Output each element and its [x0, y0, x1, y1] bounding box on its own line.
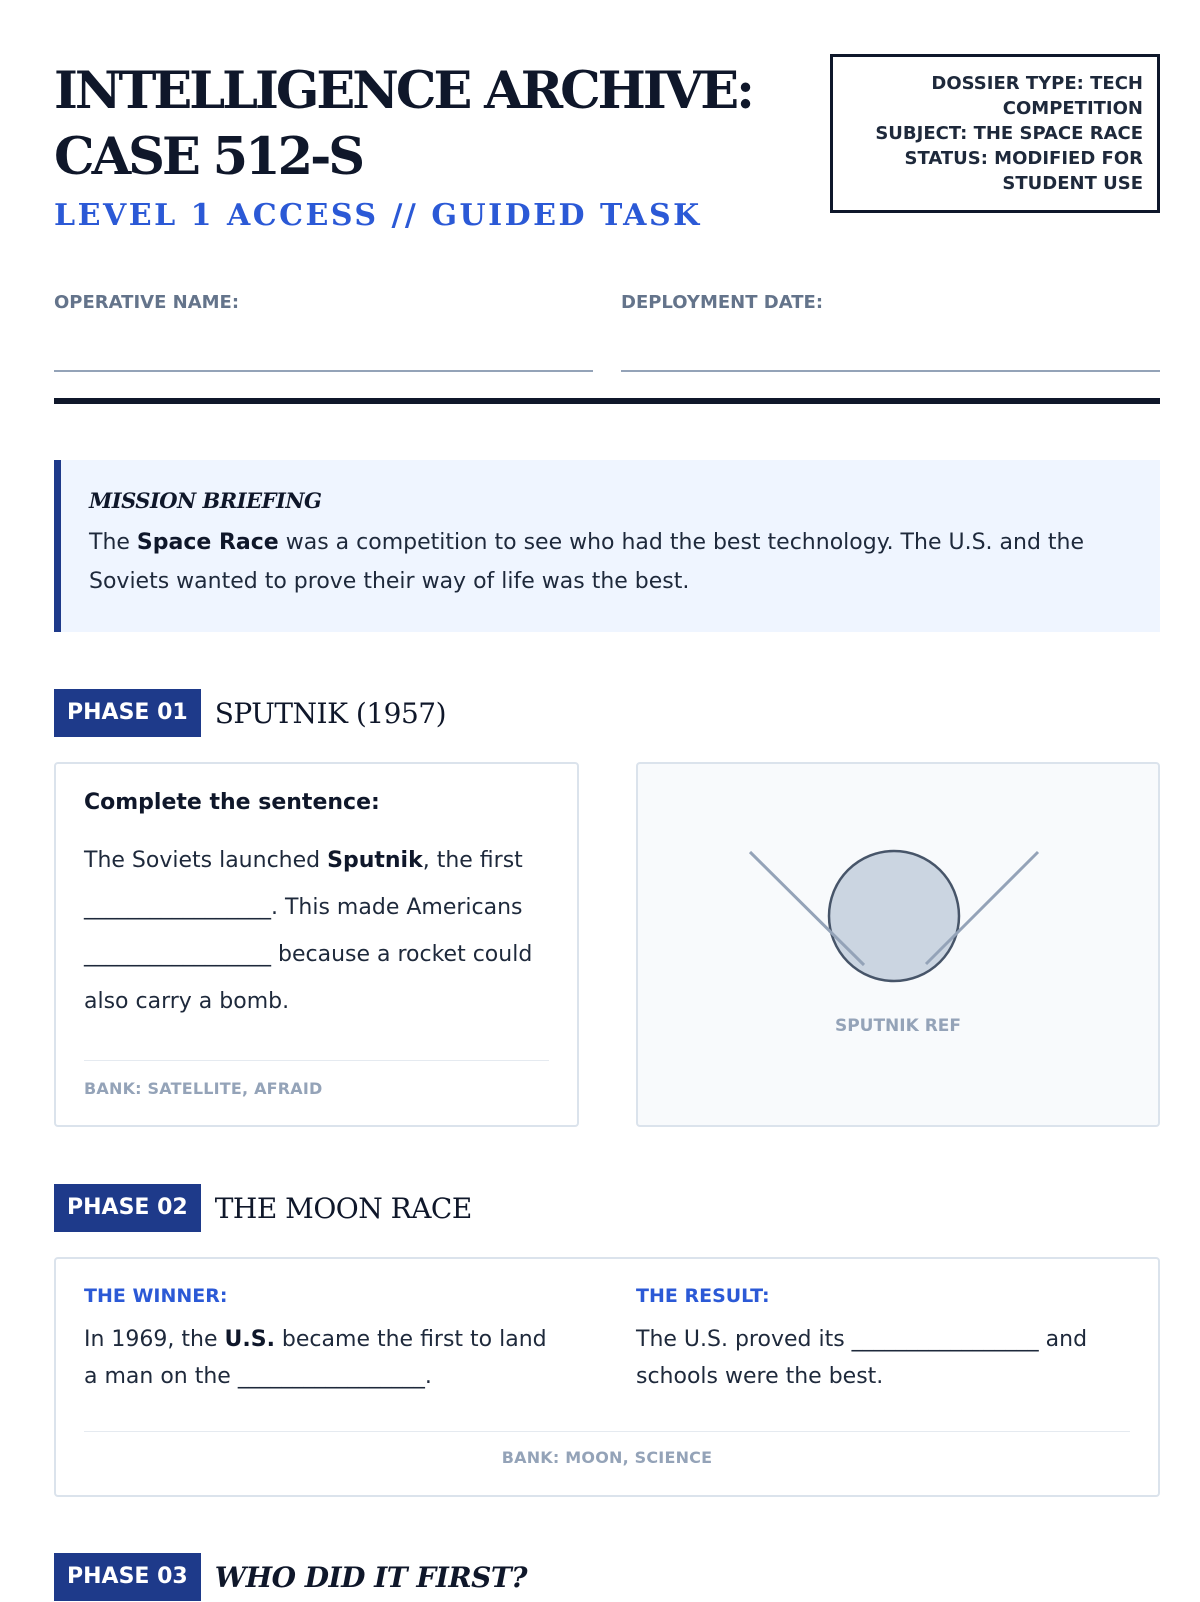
page-title — [54, 58, 794, 190]
result-text — [636, 1321, 1116, 1395]
deployment-date-field[interactable] — [621, 292, 1160, 313]
phase-03-header — [54, 1552, 527, 1602]
divider-rule — [54, 398, 1160, 404]
result-heading: THE RESULT: — [636, 1285, 770, 1307]
result-text-pre: The U.S. proved its — [636, 1327, 852, 1352]
result-blank[interactable]: _________________ — [851, 1327, 1039, 1352]
sputnik-text-post: because a rocket could also carry a bomb. — [84, 942, 533, 1014]
phase-03-title: WHO DID IT FIRST? — [214, 1560, 528, 1594]
winner-text-post: became the first to land a man on the — [84, 1327, 547, 1389]
winner-heading: THE WINNER: — [84, 1285, 228, 1307]
sputnik-sentence — [84, 837, 549, 1025]
dossier-status-line-2: STUDENT USE — [1002, 173, 1143, 194]
moon-word-bank: BANK: MOON, SCIENCE — [501, 1448, 713, 1467]
result-text-post: and schools were the best. — [636, 1327, 1088, 1389]
dossier-box — [830, 54, 1160, 213]
operative-name-line[interactable] — [54, 370, 593, 372]
sputnik-image — [636, 762, 1160, 1127]
phase-01-badge: PHASE 01 — [54, 689, 201, 737]
sputnik-text-mid: , the first — [422, 848, 523, 873]
sputnik-blank-1[interactable]: _________________ — [84, 895, 271, 920]
briefing-text-post: was a competition to see who had the best technology. The U.S. and the Soviets wanted to prove their way of life was the best. — [89, 530, 1085, 594]
winner-text-bold: U.S. — [224, 1327, 275, 1352]
dossier-type-line-1: DOSSIER TYPE: TECH — [931, 73, 1143, 94]
student-fields — [54, 292, 1160, 372]
sputnik-body-icon — [829, 851, 959, 981]
briefing-text-bold: Space Race — [136, 530, 279, 555]
worksheet-page — [54, 0, 1160, 1594]
result-column — [636, 1285, 1116, 1395]
sputnik-blank-2[interactable]: _________________ — [84, 942, 271, 967]
sputnik-bank-row — [84, 1060, 549, 1098]
title-line-1: INTELLIGENCE ARCHIVE: — [54, 61, 752, 121]
phase-02-badge: PHASE 02 — [54, 1184, 201, 1232]
operative-name-label: OPERATIVE NAME: — [54, 292, 240, 313]
dossier-subject: SUBJECT: THE SPACE RACE — [875, 123, 1143, 144]
sputnik-text-bold: Sputnik — [327, 848, 423, 873]
dossier-status-line-1: STATUS: MODIFIED FOR — [904, 148, 1143, 169]
briefing-text — [89, 523, 1126, 601]
operative-name-field[interactable] — [54, 292, 593, 313]
winner-text-end: . — [424, 1364, 432, 1389]
sputnik-image-label: SPUTNIK REF — [834, 1016, 962, 1036]
moon-race-card — [54, 1257, 1160, 1497]
phase-02-header — [54, 1183, 472, 1233]
briefing-text-pre: The — [89, 530, 137, 555]
page-subtitle: LEVEL 1 ACCESS // GUIDED TASK — [54, 198, 702, 233]
title-line-2: CASE 512-S — [54, 127, 363, 187]
mission-briefing — [54, 460, 1160, 632]
briefing-title: MISSION BRIEFING — [89, 488, 322, 513]
phase-01-title: SPUTNIK (1957) — [214, 696, 447, 730]
deployment-date-line[interactable] — [621, 370, 1160, 372]
winner-text-pre: In 1969, the — [84, 1327, 225, 1352]
winner-column — [84, 1285, 564, 1395]
sputnik-question-card — [54, 762, 579, 1127]
phase-03-badge: PHASE 03 — [54, 1553, 201, 1601]
sputnik-text-mid2: . This made Americans — [271, 895, 523, 920]
phase-01-header — [54, 688, 446, 738]
dossier-type-line-2: COMPETITION — [1002, 98, 1143, 119]
winner-text — [84, 1321, 564, 1395]
header — [54, 0, 1160, 260]
moon-bank-row — [84, 1431, 1130, 1467]
sputnik-word-bank: BANK: SATELLITE, AFRAID — [84, 1079, 323, 1098]
sputnik-prompt: Complete the sentence: — [84, 790, 380, 815]
sputnik-text-pre: The Soviets launched — [84, 848, 328, 873]
phase-02-title: THE MOON RACE — [214, 1191, 472, 1225]
deployment-date-label: DEPLOYMENT DATE: — [621, 292, 824, 313]
winner-blank[interactable]: _________________ — [237, 1364, 425, 1389]
sputnik-illustration — [638, 764, 1162, 1129]
